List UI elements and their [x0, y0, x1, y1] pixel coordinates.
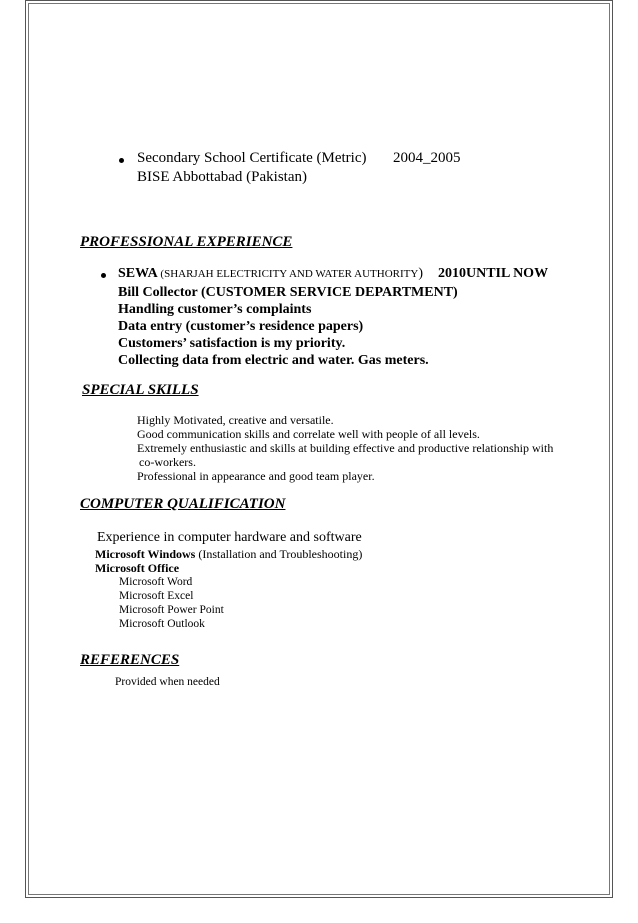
job-line: Data entry (customer’s residence papers)	[118, 319, 364, 334]
windows-detail: (Installation and Troubleshooting)	[195, 547, 363, 561]
skill-item: co-workers.	[139, 455, 196, 469]
skill-item: Good communication skills and correlate well with people of all levels.	[137, 427, 480, 441]
education-certificate: Secondary School Certificate (Metric)	[137, 150, 367, 166]
education-years: 2004_2005	[393, 150, 461, 166]
references-text: Provided when needed	[115, 676, 220, 688]
org-abbr: SEWA	[118, 266, 157, 281]
office-item: Microsoft Word	[119, 576, 193, 588]
office-item: Microsoft Outlook	[119, 618, 205, 630]
skill-item: Professional in appearance and good team player.	[137, 469, 375, 483]
windows-label: Microsoft Windows	[95, 547, 196, 561]
bullet-icon	[119, 158, 124, 163]
computer-heading: COMPUTER QUALIFICATION	[80, 496, 286, 512]
office-label: Microsoft Office	[95, 561, 180, 575]
job-line: Handling customer’s complaints	[118, 302, 312, 317]
bullet-icon	[101, 273, 106, 278]
professional-period: 2010UNTIL NOW	[438, 266, 549, 281]
org-close: )	[418, 266, 423, 281]
professional-heading: PROFESSIONAL EXPERIENCE	[80, 234, 293, 250]
education-board: BISE Abbottabad (Pakistan)	[137, 169, 307, 185]
computer-intro: Experience in computer hardware and software	[97, 530, 362, 545]
skill-item: Highly Motivated, creative and versatile.	[137, 413, 334, 427]
windows-line	[95, 547, 362, 562]
references-heading: REFERENCES	[80, 652, 180, 668]
skill-item: Extremely enthusiastic and skills at building effective and productive relationship with	[137, 441, 554, 455]
professional-org-line	[118, 266, 423, 282]
org-open: (	[160, 268, 165, 280]
skills-heading: SPECIAL SKILLS	[82, 382, 199, 398]
job-line: Collecting data from electric and water. Gas meters.	[118, 353, 429, 368]
org-full: SHARJAH ELECTRICITY AND WATER AUTHORITY	[164, 268, 419, 280]
job-line: Bill Collector (CUSTOMER SERVICE DEPARTMENT)	[118, 285, 458, 300]
office-item: Microsoft Power Point	[119, 604, 224, 616]
job-line: Customers’ satisfaction is my priority.	[118, 336, 346, 351]
office-item: Microsoft Excel	[119, 590, 194, 602]
